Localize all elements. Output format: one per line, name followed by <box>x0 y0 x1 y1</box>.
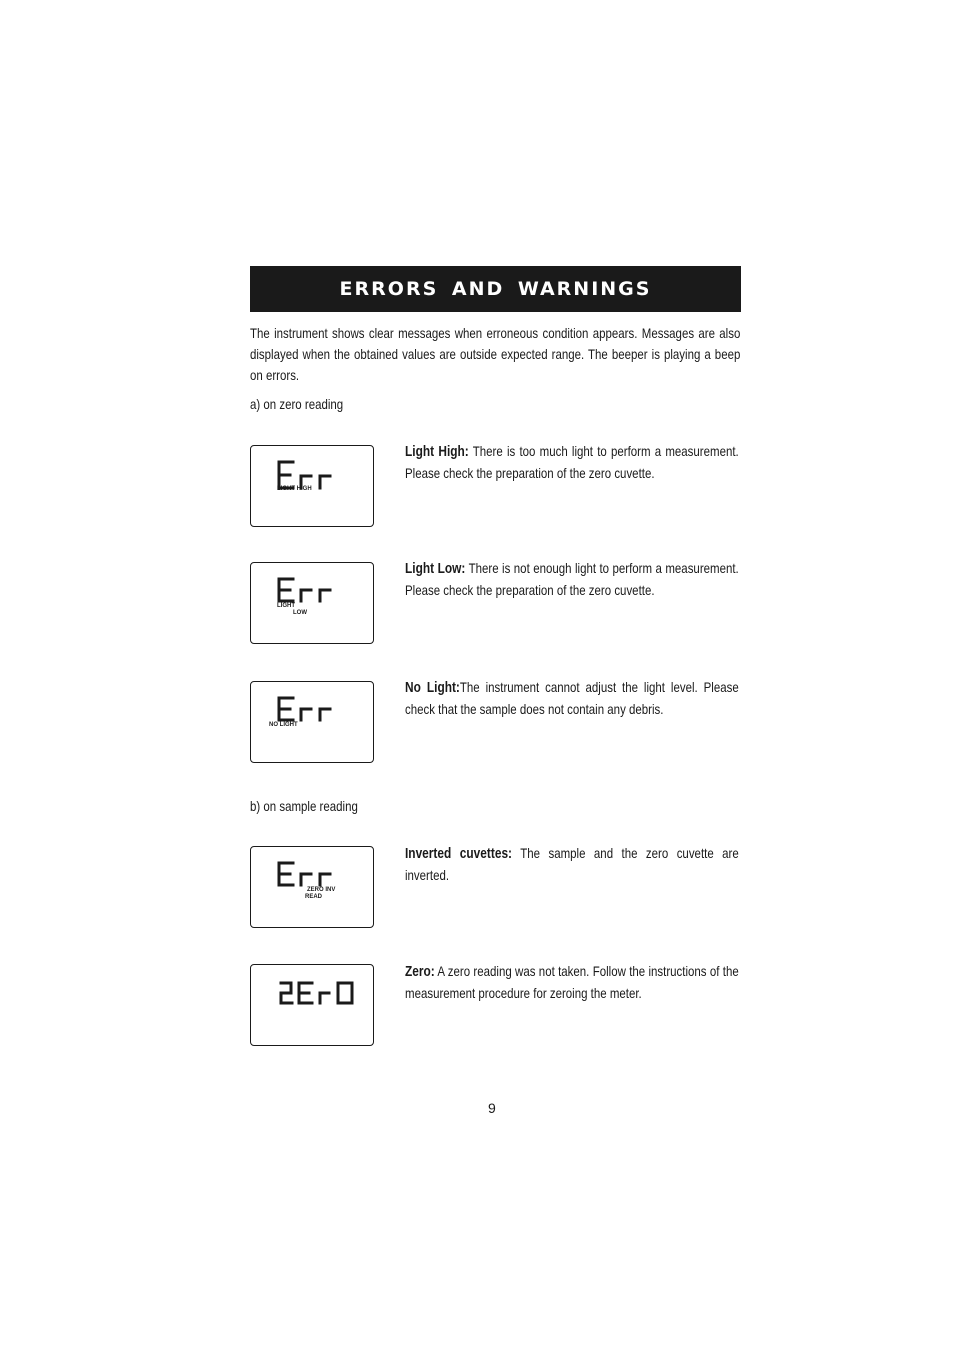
error-text: The sample and the zero cuvette are inverted. <box>405 845 739 883</box>
lcd-indicator: LIGHT HIGH <box>277 486 312 492</box>
page-number: 9 <box>488 1100 496 1116</box>
error-term: Zero: <box>405 964 435 980</box>
error-description-zero <box>405 961 739 1004</box>
lcd-indicator: READ <box>305 894 323 900</box>
lcd-display-inverted-cuvettes <box>250 846 374 928</box>
lcd-zero-glyphs <box>251 965 373 1045</box>
section-header <box>250 266 741 312</box>
lcd-display-no-light <box>250 681 374 763</box>
error-description-light-low <box>405 558 739 601</box>
lcd-indicator: LOW <box>293 610 307 616</box>
error-text: There is not enough light to perform a measurement. Please check the preparation of the zero cuvette. <box>405 560 739 598</box>
error-description-no-light <box>405 677 739 720</box>
error-term: Inverted cuvettes: <box>405 846 513 862</box>
lcd-display-light-high <box>250 445 374 527</box>
lcd-display-zero <box>250 964 374 1046</box>
lcd-err-glyphs <box>251 563 373 643</box>
error-term: No Light: <box>405 680 460 696</box>
lcd-indicator: LIGHT <box>277 603 295 609</box>
error-text: There is too much light to perform a measurement. Please check the preparation of the zero cuvette. <box>405 443 739 481</box>
lcd-err-glyphs <box>251 446 373 526</box>
intro-paragraph: The instrument shows clear messages when erroneous condition appears. Messages are also displayed when the obtained values are outside expected range. The beeper is playing a beep on errors. <box>250 325 741 383</box>
section-label-zero: a) on zero reading <box>250 396 344 412</box>
section-label-sample: b) on sample reading <box>250 798 358 814</box>
error-text: The instrument cannot adjust the light level. Please check that the sample does not contain any debris. <box>405 679 739 717</box>
lcd-indicator: NO LIGHT <box>269 722 298 728</box>
error-description-light-high <box>405 441 739 484</box>
section-title: ERRORS AND WARNINGS <box>339 278 652 300</box>
error-text: A zero reading was not taken. Follow the instructions of the measurement procedure for zeroing the meter. <box>405 963 739 1001</box>
lcd-indicator: ZERO INV <box>307 887 336 893</box>
error-term: Light Low: <box>405 561 466 577</box>
error-term: Light High: <box>405 444 469 460</box>
lcd-display-light-low <box>250 562 374 644</box>
error-description-inverted-cuvettes <box>405 843 739 886</box>
